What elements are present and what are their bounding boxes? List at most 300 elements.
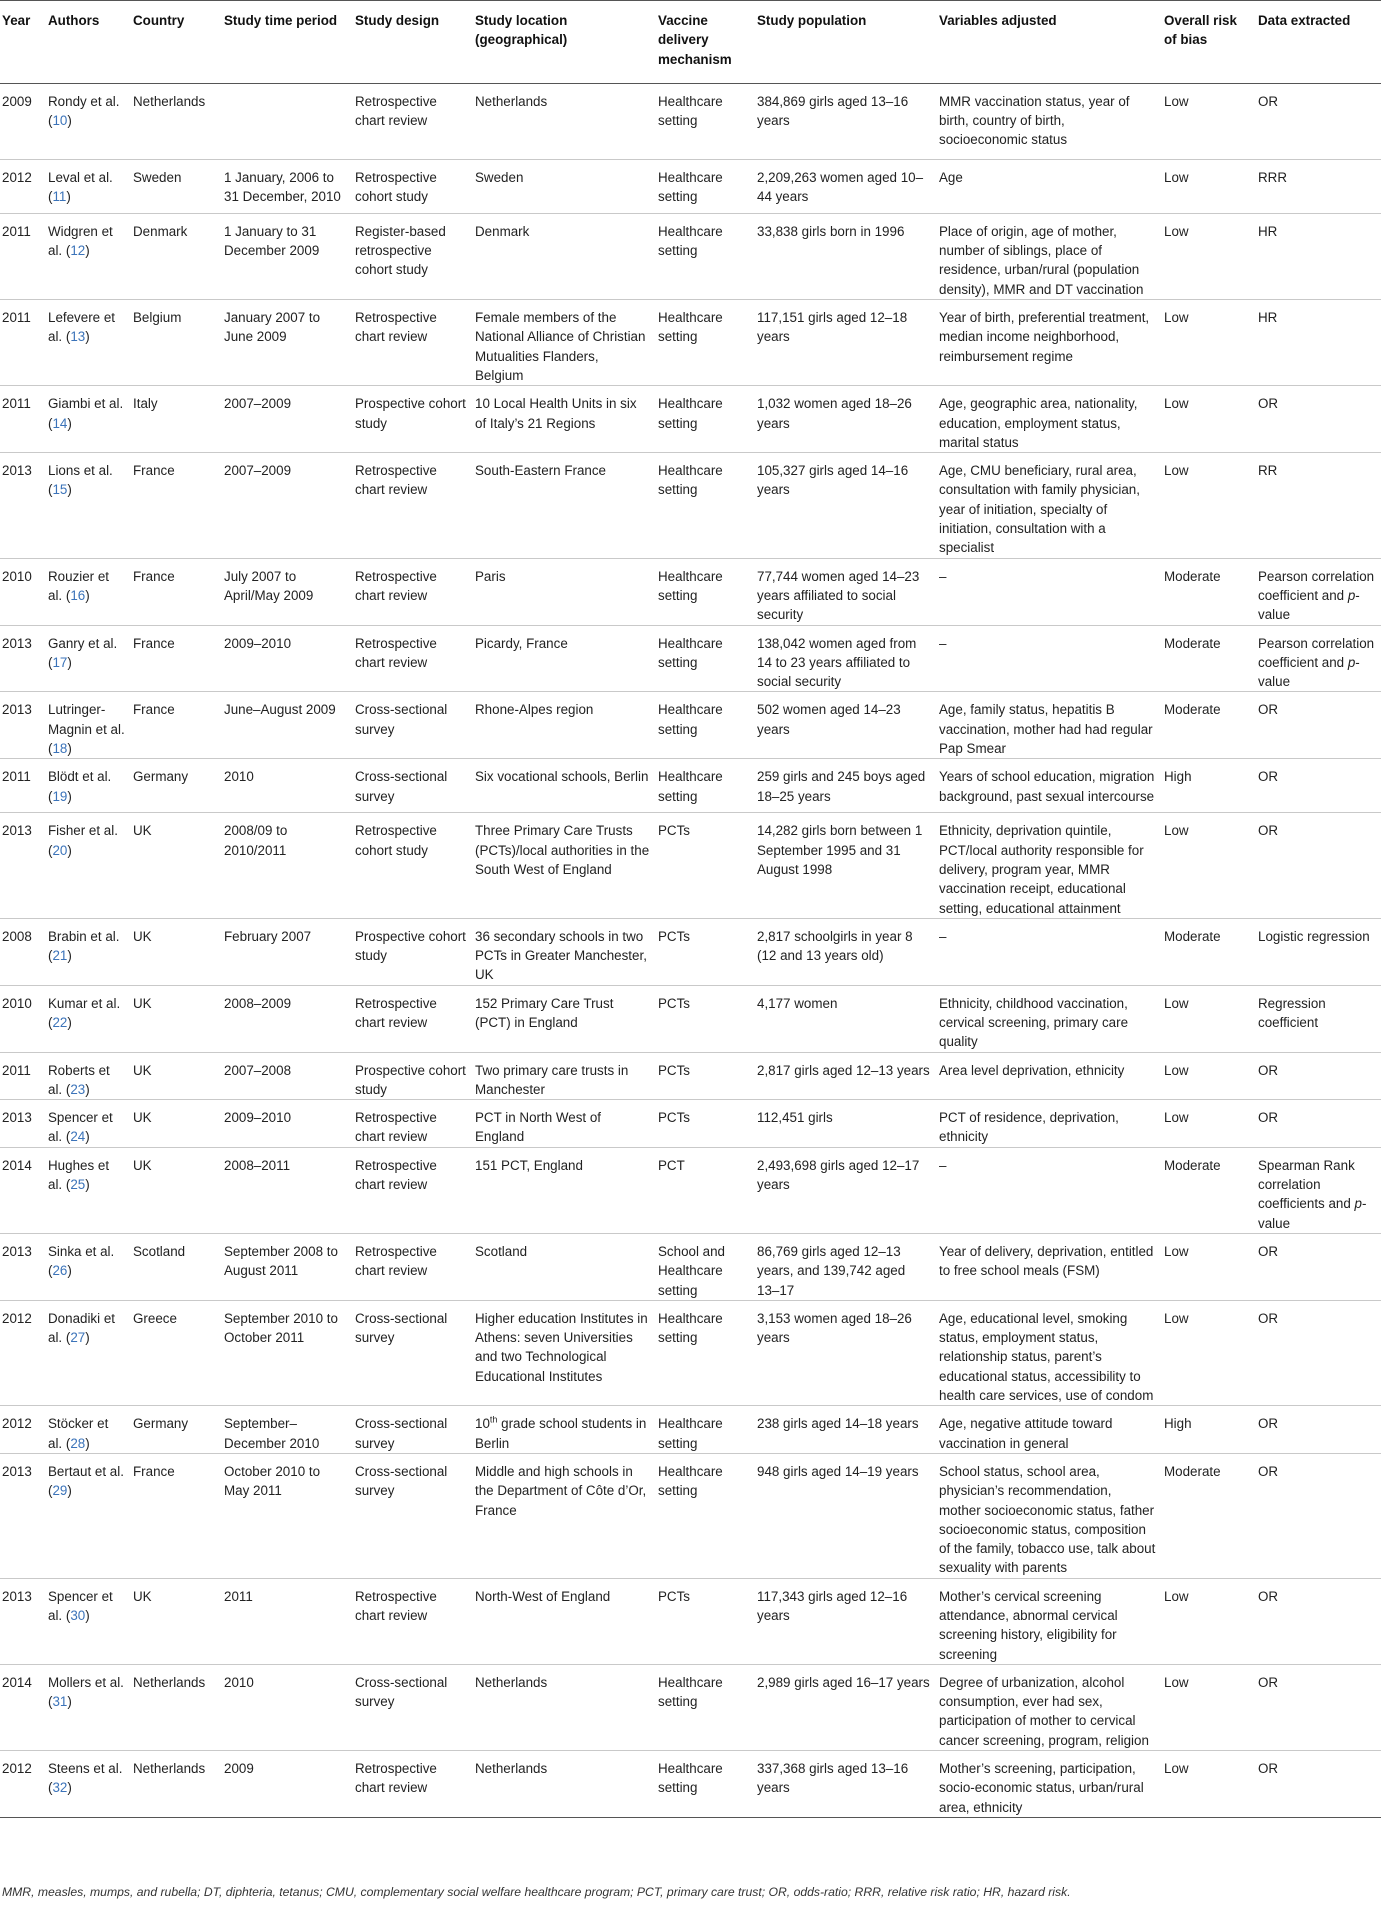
cell-year: 2014 (0, 1147, 46, 1233)
cell-study-location: Netherlands (473, 1664, 656, 1750)
reference-link[interactable]: 25 (70, 1177, 86, 1193)
cell-variables-adjusted: Age, CMU beneficiary, rural area, consultation with family physician, year of initiation, specialty of initiation, consultation with a specialist (937, 453, 1162, 558)
cell-risk-of-bias: Low (1162, 1300, 1256, 1405)
cell-year: 2014 (0, 1664, 46, 1750)
cell-risk-of-bias: Low (1162, 213, 1256, 299)
cell-study-time-period: January 2007 to June 2009 (222, 300, 353, 386)
cell-study-population: 117,343 girls aged 12–16 years (755, 1578, 937, 1664)
cell-study-location: Scotland (473, 1233, 656, 1300)
cell-country: UK (131, 1100, 222, 1148)
cell-data-extracted: OR (1256, 1100, 1381, 1148)
cell-risk-of-bias: Moderate (1162, 1147, 1256, 1233)
cell-country: France (131, 1453, 222, 1578)
cell-country: UK (131, 1578, 222, 1664)
cell-study-time-period: 2008–2009 (222, 985, 353, 1052)
reference-link[interactable]: 12 (70, 243, 86, 259)
cell-study-location: Sweden (473, 159, 656, 213)
cell-country: UK (131, 918, 222, 985)
cell-vaccine-delivery: Healthcare setting (656, 213, 755, 299)
cell-study-location: South-Eastern France (473, 453, 656, 558)
cell-vaccine-delivery: Healthcare setting (656, 300, 755, 386)
cell-authors: Lefevere et al. (13) (46, 300, 131, 386)
cell-study-location: PCT in North West of England (473, 1100, 656, 1148)
cell-year: 2011 (0, 1052, 46, 1100)
cell-study-location: 36 secondary schools in two PCTs in Greater Manchester, UK (473, 918, 656, 985)
table-row (0, 386, 1381, 453)
reference-link[interactable]: 28 (70, 1435, 86, 1451)
cell-study-location: Higher education Institutes in Athens: seven Universities and two Technological Educational Institutes (473, 1300, 656, 1405)
cell-risk-of-bias: Moderate (1162, 558, 1256, 625)
cell-vaccine-delivery: Healthcare setting (656, 386, 755, 453)
header-year: Year (0, 1, 46, 84)
cell-study-population: 112,451 girls (755, 1100, 937, 1148)
cell-study-population: 3,153 women aged 18–26 years (755, 1300, 937, 1405)
cell-country: Netherlands (131, 1664, 222, 1750)
cell-study-time-period: 2008–2011 (222, 1147, 353, 1233)
table-row (0, 625, 1381, 692)
cell-data-extracted: OR (1256, 1052, 1381, 1100)
cell-study-population: 948 girls aged 14–19 years (755, 1453, 937, 1578)
header-variables-adjusted: Variables adjusted (937, 1, 1162, 84)
cell-study-design: Cross-sectional survey (353, 1406, 473, 1454)
cell-study-population: 337,368 girls aged 13–16 years (755, 1751, 937, 1818)
reference-link[interactable]: 18 (52, 741, 68, 757)
table-row (0, 813, 1381, 918)
cell-year: 2011 (0, 386, 46, 453)
reference-link[interactable]: 23 (70, 1081, 86, 1097)
cell-vaccine-delivery: PCTs (656, 1052, 755, 1100)
table-row (0, 300, 1381, 386)
cell-vaccine-delivery: Healthcare setting (656, 625, 755, 692)
cell-vaccine-delivery: Healthcare setting (656, 1406, 755, 1454)
reference-link[interactable]: 16 (70, 587, 86, 603)
cell-study-population: 2,817 schoolgirls in year 8 (12 and 13 years old) (755, 918, 937, 985)
cell-country: Germany (131, 759, 222, 813)
reference-link[interactable]: 20 (52, 842, 68, 858)
table-row (0, 83, 1381, 159)
cell-authors: Roberts et al. (23) (46, 1052, 131, 1100)
cell-data-extracted: Pearson correlation coefficient and p-value (1256, 558, 1381, 625)
cell-variables-adjusted: Age, geographic area, nationality, education, employment status, marital status (937, 386, 1162, 453)
cell-study-time-period: 2009–2010 (222, 1100, 353, 1148)
cell-study-design: Retrospective chart review (353, 1233, 473, 1300)
cell-variables-adjusted: Ethnicity, childhood vaccination, cervical screening, primary care quality (937, 985, 1162, 1052)
cell-study-design: Retrospective chart review (353, 1147, 473, 1233)
cell-year: 2012 (0, 1751, 46, 1818)
cell-variables-adjusted: Age, family status, hepatitis B vaccination, mother had had regular Pap Smear (937, 692, 1162, 759)
cell-study-design: Cross-sectional survey (353, 1664, 473, 1750)
cell-data-extracted: OR (1256, 1300, 1381, 1405)
cell-study-time-period: 2010 (222, 1664, 353, 1750)
cell-study-time-period: 2009 (222, 1751, 353, 1818)
table-row (0, 213, 1381, 299)
cell-study-population: 2,493,698 girls aged 12–17 years (755, 1147, 937, 1233)
cell-vaccine-delivery: PCTs (656, 985, 755, 1052)
cell-authors: Spencer et al. (30) (46, 1578, 131, 1664)
table-row (0, 985, 1381, 1052)
reference-link[interactable]: 13 (70, 329, 86, 345)
cell-study-design: Retrospective cohort study (353, 813, 473, 918)
cell-study-design: Cross-sectional survey (353, 1300, 473, 1405)
cell-risk-of-bias: Low (1162, 1664, 1256, 1750)
header-vaccine-delivery: Vaccine delivery mechanism (656, 1, 755, 84)
cell-authors: Fisher et al. (20) (46, 813, 131, 918)
cell-data-extracted: HR (1256, 300, 1381, 386)
cell-vaccine-delivery: School and Healthcare setting (656, 1233, 755, 1300)
cell-risk-of-bias: High (1162, 759, 1256, 813)
cell-variables-adjusted: Degree of urbanization, alcohol consumption, ever had sex, participation of mother to cervical cancer screening, program, religion (937, 1664, 1162, 1750)
reference-link[interactable]: 32 (52, 1780, 68, 1796)
table-row (0, 1664, 1381, 1750)
cell-vaccine-delivery: PCTs (656, 1578, 755, 1664)
cell-year: 2012 (0, 1406, 46, 1454)
cell-risk-of-bias: Low (1162, 1751, 1256, 1818)
header-study-time-period: Study time period (222, 1, 353, 84)
table-row (0, 1406, 1381, 1454)
table-body (0, 83, 1381, 1817)
table-footnote: MMR, measles, mumps, and rubella; DT, diphteria, tetanus; CMU, complementary social welfare healthcare program; PCT, primary care trust; OR, odds-ratio; RRR, relative risk ratio; HR, hazard risk. (2, 1885, 1071, 1899)
header-study-location: Study location (geographical) (473, 1, 656, 84)
cell-country: Scotland (131, 1233, 222, 1300)
cell-variables-adjusted: – (937, 1147, 1162, 1233)
cell-study-time-period: 2007–2008 (222, 1052, 353, 1100)
cell-study-location: Rhone-Alpes region (473, 692, 656, 759)
cell-authors: Lions et al. (15) (46, 453, 131, 558)
cell-variables-adjusted: MMR vaccination status, year of birth, country of birth, socioeconomic status (937, 83, 1162, 159)
cell-year: 2013 (0, 1453, 46, 1578)
cell-variables-adjusted: Mother’s cervical screening attendance, abnormal cervical screening history, eligibility for screening (937, 1578, 1162, 1664)
cell-data-extracted: OR (1256, 1578, 1381, 1664)
cell-study-location: Two primary care trusts in Manchester (473, 1052, 656, 1100)
cell-study-location: Netherlands (473, 1751, 656, 1818)
cell-risk-of-bias: Low (1162, 1100, 1256, 1148)
cell-country: UK (131, 1147, 222, 1233)
cell-data-extracted: Regression coefficient (1256, 985, 1381, 1052)
reference-link[interactable]: 24 (70, 1129, 86, 1145)
cell-risk-of-bias: Moderate (1162, 1453, 1256, 1578)
cell-study-population: 259 girls and 245 boys aged 18–25 years (755, 759, 937, 813)
cell-data-extracted: OR (1256, 1406, 1381, 1454)
cell-study-design: Retrospective chart review (353, 985, 473, 1052)
cell-variables-adjusted: Age, educational level, smoking status, employment status, relationship status, parent’s educational status, accessibility to health care services, use of condom (937, 1300, 1162, 1405)
cell-study-population: 384,869 girls aged 13–16 years (755, 83, 937, 159)
cell-authors: Ganry et al. (17) (46, 625, 131, 692)
table-header (0, 1, 1381, 84)
cell-study-design: Retrospective chart review (353, 558, 473, 625)
cell-data-extracted: Pearson correlation coefficient and p-value (1256, 625, 1381, 692)
cell-study-design: Prospective cohort study (353, 1052, 473, 1100)
cell-study-design: Retrospective chart review (353, 300, 473, 386)
cell-authors: Rondy et al. (10) (46, 83, 131, 159)
table-row (0, 159, 1381, 213)
header-country: Country (131, 1, 222, 84)
table-row (0, 1453, 1381, 1578)
cell-year: 2012 (0, 1300, 46, 1405)
cell-study-population: 2,209,263 women aged 10–44 years (755, 159, 937, 213)
reference-link[interactable]: 30 (70, 1608, 86, 1623)
cell-study-population: 238 girls aged 14–18 years (755, 1406, 937, 1454)
cell-variables-adjusted: Year of birth, preferential treatment, median income neighborhood, reimbursement regime (937, 300, 1162, 386)
cell-vaccine-delivery: Healthcare setting (656, 1300, 755, 1405)
reference-link[interactable]: 15 (52, 482, 68, 498)
cell-year: 2009 (0, 83, 46, 159)
cell-study-design: Cross-sectional survey (353, 1453, 473, 1578)
cell-data-extracted: OR (1256, 1751, 1381, 1818)
cell-study-time-period: 2008/09 to 2010/2011 (222, 813, 353, 918)
cell-data-extracted: OR (1256, 83, 1381, 159)
cell-risk-of-bias: Low (1162, 1233, 1256, 1300)
cell-study-time-period: October 2010 to May 2011 (222, 1453, 353, 1578)
cell-country: UK (131, 985, 222, 1052)
cell-data-extracted: OR (1256, 1453, 1381, 1578)
cell-study-population: 14,282 girls born between 1 September 1995 and 31 August 1998 (755, 813, 937, 918)
header-authors: Authors (46, 1, 131, 84)
cell-risk-of-bias: Moderate (1162, 692, 1256, 759)
cell-variables-adjusted: – (937, 558, 1162, 625)
cell-variables-adjusted: Area level deprivation, ethnicity (937, 1052, 1162, 1100)
cell-study-time-period: 1 January, 2006 to 31 December, 2010 (222, 159, 353, 213)
cell-year: 2011 (0, 300, 46, 386)
reference-link[interactable]: 17 (52, 654, 68, 670)
cell-study-design: Retrospective chart review (353, 453, 473, 558)
cell-study-population: 105,327 girls aged 14–16 years (755, 453, 937, 558)
cell-risk-of-bias: Low (1162, 386, 1256, 453)
cell-study-design: Retrospective chart review (353, 83, 473, 159)
cell-variables-adjusted: School status, school area, physician’s recommendation, mother socioeconomic status, father socioeconomic status, composition of the family, tobacco use, talk about sexuality with parents (937, 1453, 1162, 1578)
cell-study-design: Register-based retrospective cohort study (353, 213, 473, 299)
table-row (0, 1578, 1381, 1664)
reference-link[interactable]: 19 (52, 788, 68, 804)
cell-data-extracted: OR (1256, 1233, 1381, 1300)
cell-vaccine-delivery: Healthcare setting (656, 83, 755, 159)
cell-study-location: North-West of England (473, 1578, 656, 1664)
cell-country: Germany (131, 1406, 222, 1454)
cell-vaccine-delivery: Healthcare setting (656, 1453, 755, 1578)
table-row (0, 1233, 1381, 1300)
cell-data-extracted: Logistic regression (1256, 918, 1381, 985)
cell-vaccine-delivery: Healthcare setting (656, 759, 755, 813)
cell-risk-of-bias: Low (1162, 813, 1256, 918)
table-row (0, 1147, 1381, 1233)
table-row (0, 759, 1381, 813)
reference-link[interactable]: 10 (52, 113, 68, 129)
cell-study-location: Denmark (473, 213, 656, 299)
cell-study-time-period: June–August 2009 (222, 692, 353, 759)
cell-risk-of-bias: Low (1162, 1578, 1256, 1664)
reference-link[interactable]: 11 (52, 189, 67, 205)
cell-authors: Brabin et al. (21) (46, 918, 131, 985)
cell-study-design: Retrospective chart review (353, 1751, 473, 1818)
cell-study-time-period: February 2007 (222, 918, 353, 985)
cell-country: France (131, 558, 222, 625)
cell-vaccine-delivery: Healthcare setting (656, 692, 755, 759)
cell-study-design: Retrospective chart review (353, 625, 473, 692)
cell-study-location: Middle and high schools in the Department of Côte d’Or, France (473, 1453, 656, 1578)
cell-study-design: Retrospective chart review (353, 1100, 473, 1148)
cell-authors: Lutringer-Magnin et al. (18) (46, 692, 131, 759)
reference-link[interactable]: 31 (52, 1694, 68, 1710)
reference-link[interactable]: 21 (52, 948, 68, 964)
cell-study-population: 4,177 women (755, 985, 937, 1052)
cell-study-design: Prospective cohort study (353, 918, 473, 985)
cell-data-extracted: OR (1256, 1664, 1381, 1750)
cell-variables-adjusted: Age, negative attitude toward vaccination in general (937, 1406, 1162, 1454)
cell-data-extracted: OR (1256, 759, 1381, 813)
cell-year: 2013 (0, 813, 46, 918)
cell-study-location: 151 PCT, England (473, 1147, 656, 1233)
cell-country: UK (131, 1052, 222, 1100)
cell-country: Sweden (131, 159, 222, 213)
reference-link[interactable]: 27 (70, 1330, 86, 1346)
cell-study-location: Paris (473, 558, 656, 625)
cell-study-time-period: September 2010 to October 2011 (222, 1300, 353, 1405)
cell-country: Belgium (131, 300, 222, 386)
cell-study-location: Picardy, France (473, 625, 656, 692)
cell-study-time-period: 2007–2009 (222, 386, 353, 453)
cell-authors: Kumar et al. (22) (46, 985, 131, 1052)
cell-country: Italy (131, 386, 222, 453)
cell-authors: Blödt et al. (19) (46, 759, 131, 813)
cell-country: France (131, 625, 222, 692)
cell-vaccine-delivery: PCTs (656, 813, 755, 918)
table-row (0, 558, 1381, 625)
table-row (0, 1052, 1381, 1100)
cell-study-location: Netherlands (473, 83, 656, 159)
cell-country: Greece (131, 1300, 222, 1405)
cell-variables-adjusted: Ethnicity, deprivation quintile, PCT/local authority responsible for delivery, program year, MMR vaccination receipt, educational setting, educational attainment (937, 813, 1162, 918)
reference-link[interactable]: 29 (52, 1483, 68, 1499)
cell-vaccine-delivery: Healthcare setting (656, 1751, 755, 1818)
cell-study-location: 10 Local Health Units in six of Italy’s 21 Regions (473, 386, 656, 453)
cell-year: 2013 (0, 1578, 46, 1664)
cell-study-population: 33,838 girls born in 1996 (755, 213, 937, 299)
reference-link[interactable]: 26 (52, 1263, 68, 1279)
cell-authors: Widgren et al. (12) (46, 213, 131, 299)
table-row (0, 453, 1381, 558)
cell-variables-adjusted: – (937, 625, 1162, 692)
cell-authors: Leval et al. (11) (46, 159, 131, 213)
cell-variables-adjusted: Age (937, 159, 1162, 213)
cell-risk-of-bias: Moderate (1162, 625, 1256, 692)
cell-data-extracted: RRR (1256, 159, 1381, 213)
cell-year: 2008 (0, 918, 46, 985)
cell-study-location: 152 Primary Care Trust (PCT) in England (473, 985, 656, 1052)
cell-study-population: 1,032 women aged 18–26 years (755, 386, 937, 453)
cell-authors: Rouzier et al. (16) (46, 558, 131, 625)
cell-variables-adjusted: – (937, 918, 1162, 985)
table-row (0, 1100, 1381, 1148)
cell-variables-adjusted: Place of origin, age of mother, number of siblings, place of residence, urban/rural (population density), MMR and DT vaccination (937, 213, 1162, 299)
cell-study-time-period: 2009–2010 (222, 625, 353, 692)
cell-risk-of-bias: Low (1162, 1052, 1256, 1100)
cell-study-design: Cross-sectional survey (353, 692, 473, 759)
cell-risk-of-bias: Low (1162, 300, 1256, 386)
cell-study-population: 2,989 girls aged 16–17 years (755, 1664, 937, 1750)
cell-year: 2012 (0, 159, 46, 213)
cell-study-population: 502 women aged 14–23 years (755, 692, 937, 759)
table-row (0, 1751, 1381, 1818)
cell-study-population: 86,769 girls aged 12–13 years, and 139,742 aged 13–17 (755, 1233, 937, 1300)
cell-study-design: Retrospective chart review (353, 1578, 473, 1664)
cell-study-time-period: 2010 (222, 759, 353, 813)
cell-year: 2013 (0, 692, 46, 759)
cell-study-population: 77,744 women aged 14–23 years affiliated to social security (755, 558, 937, 625)
cell-authors: Sinka et al. (26) (46, 1233, 131, 1300)
cell-study-time-period: September–December 2010 (222, 1406, 353, 1454)
cell-country: Denmark (131, 213, 222, 299)
table-row (0, 692, 1381, 759)
cell-study-time-period: 2007–2009 (222, 453, 353, 558)
cell-variables-adjusted: Year of delivery, deprivation, entitled to free school meals (FSM) (937, 1233, 1162, 1300)
reference-link[interactable]: 22 (52, 1014, 68, 1030)
cell-data-extracted: OR (1256, 386, 1381, 453)
cell-country: Netherlands (131, 83, 222, 159)
cell-risk-of-bias: Low (1162, 159, 1256, 213)
cell-vaccine-delivery: PCTs (656, 918, 755, 985)
cell-vaccine-delivery: Healthcare setting (656, 558, 755, 625)
cell-risk-of-bias: Low (1162, 985, 1256, 1052)
cell-authors: Spencer et al. (24) (46, 1100, 131, 1148)
cell-study-location: Female members of the National Alliance of Christian Mutualities Flanders, Belgium (473, 300, 656, 386)
cell-year: 2011 (0, 759, 46, 813)
cell-study-location: 10th grade school students in Berlin (473, 1406, 656, 1454)
cell-data-extracted: OR (1256, 813, 1381, 918)
header-risk-of-bias: Overall risk of bias (1162, 1, 1256, 84)
cell-study-time-period: 1 January to 31 December 2009 (222, 213, 353, 299)
cell-variables-adjusted: PCT of residence, deprivation, ethnicity (937, 1100, 1162, 1148)
cell-study-population: 138,042 women aged from 14 to 23 years affiliated to social security (755, 625, 937, 692)
cell-risk-of-bias: High (1162, 1406, 1256, 1454)
header-data-extracted: Data extracted (1256, 1, 1381, 84)
table-row (0, 1300, 1381, 1405)
cell-authors: Mollers et al. (31) (46, 1664, 131, 1750)
cell-study-design: Prospective cohort study (353, 386, 473, 453)
cell-study-population: 2,817 girls aged 12–13 years (755, 1052, 937, 1100)
header-study-design: Study design (353, 1, 473, 84)
cell-year: 2011 (0, 213, 46, 299)
table-row (0, 918, 1381, 985)
cell-vaccine-delivery: Healthcare setting (656, 453, 755, 558)
cell-study-time-period: 2011 (222, 1578, 353, 1664)
cell-year: 2013 (0, 1100, 46, 1148)
cell-year: 2010 (0, 558, 46, 625)
cell-risk-of-bias: Moderate (1162, 918, 1256, 985)
cell-risk-of-bias: Low (1162, 453, 1256, 558)
reference-link[interactable]: 14 (52, 415, 68, 431)
cell-data-extracted: RR (1256, 453, 1381, 558)
cell-vaccine-delivery: PCTs (656, 1100, 755, 1148)
cell-country: France (131, 692, 222, 759)
cell-country: Netherlands (131, 1751, 222, 1818)
cell-study-location: Three Primary Care Trusts (PCTs)/local authorities in the South West of England (473, 813, 656, 918)
cell-vaccine-delivery: PCT (656, 1147, 755, 1233)
cell-authors: Donadiki et al. (27) (46, 1300, 131, 1405)
cell-country: France (131, 453, 222, 558)
cell-year: 2013 (0, 453, 46, 558)
cell-authors: Giambi et al. (14) (46, 386, 131, 453)
cell-study-time-period: September 2008 to August 2011 (222, 1233, 353, 1300)
cell-study-location: Six vocational schools, Berlin (473, 759, 656, 813)
cell-year: 2013 (0, 625, 46, 692)
cell-year: 2013 (0, 1233, 46, 1300)
cell-year: 2010 (0, 985, 46, 1052)
cell-data-extracted: HR (1256, 213, 1381, 299)
cell-data-extracted: Spearman Rank correlation coefficients and p-value (1256, 1147, 1381, 1233)
cell-authors: Bertaut et al. (29) (46, 1453, 131, 1578)
cell-risk-of-bias: Low (1162, 83, 1256, 159)
cell-vaccine-delivery: Healthcare setting (656, 159, 755, 213)
cell-variables-adjusted: Years of school education, migration background, past sexual intercourse (937, 759, 1162, 813)
